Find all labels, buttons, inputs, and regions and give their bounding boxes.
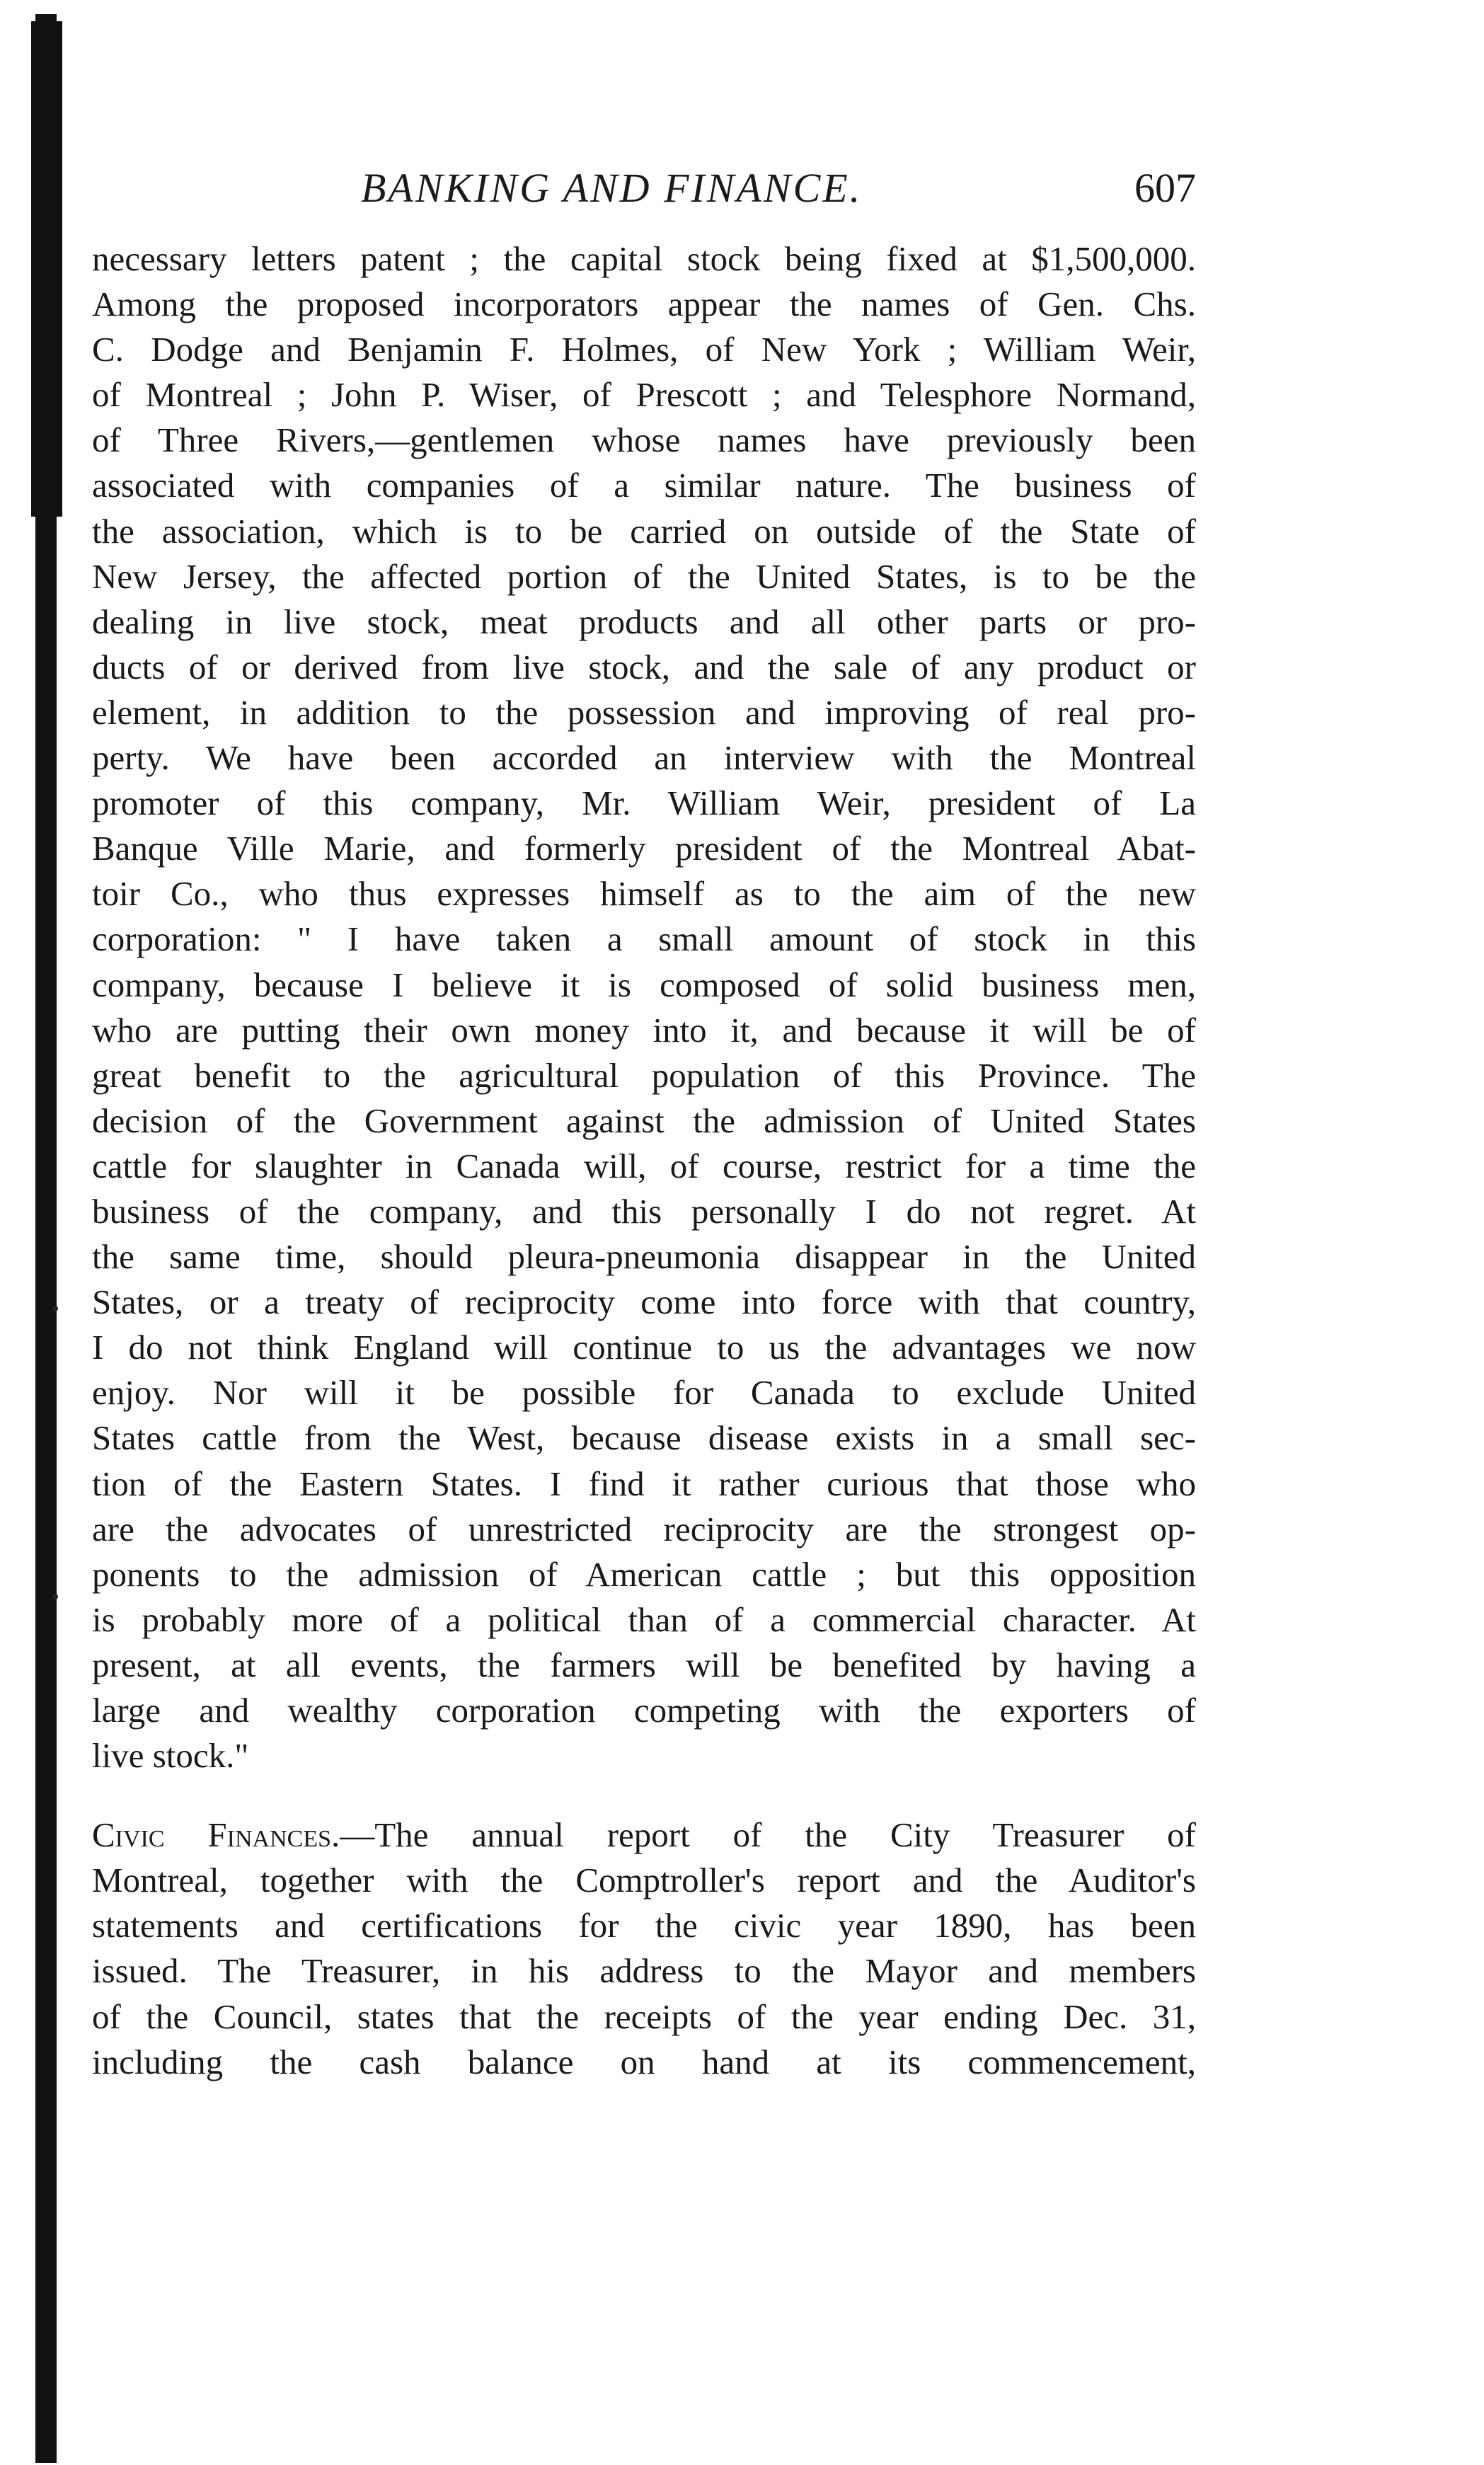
text-line: corporation: " I have taken a small amount of stock in this <box>92 919 1196 959</box>
section-heading: Civic Finances. <box>92 1815 340 1855</box>
text-line: C. Dodge and Benjamin F. Holmes, of New York ; William Weir, <box>92 330 1196 369</box>
text-line: present, at all events, the farmers will be benefited by having a <box>92 1645 1196 1684</box>
text-line: large and wealthy corporation competing with the exporters of <box>92 1691 1196 1730</box>
paragraph-gap <box>92 1779 1196 1812</box>
text-line: element, in addition to the possession and improving of real pro- <box>92 692 1196 732</box>
text-line: the same time, should pleura-pneumonia disappear in the United <box>92 1237 1196 1277</box>
scan-speck <box>52 1594 58 1599</box>
text-line: Montreal, together with the Comptroller's report and the Auditor's <box>92 1861 1196 1900</box>
text-line: perty. We have been accorded an interview with the Montreal <box>92 738 1196 778</box>
text-line: who are putting their own money into it, and because it will be of <box>92 1010 1196 1050</box>
text-line <box>92 1812 1196 1858</box>
page-header <box>92 160 1196 217</box>
text-line: Banque Ville Marie, and formerly president of the Montreal Abat- <box>92 829 1196 868</box>
text-line: ducts of or derived from live stock, and the sale of any product or <box>92 647 1196 686</box>
paragraph-civic-finances <box>92 1812 1196 2085</box>
text-line: promoter of this company, Mr. William Weir, president of La <box>92 783 1196 823</box>
text-line: States, or a treaty of reciprocity come into force with that country, <box>92 1282 1196 1322</box>
text-line: company, because I believe it is composed of solid business men, <box>92 965 1196 1004</box>
text-line: is probably more of a political than of a commercial character. At <box>92 1599 1196 1639</box>
binding-edge-upper <box>31 21 62 517</box>
text-line: decision of the Government against the admission of United States <box>92 1101 1196 1140</box>
text-line: of Montreal ; John P. Wiser, of Prescott ; and Telesphore Normand, <box>92 375 1196 415</box>
paragraph-livestock <box>92 236 1196 1779</box>
text-line: Among the proposed incorporators appear the names of Gen. Chs. <box>92 285 1196 324</box>
body-text <box>92 236 1196 2085</box>
text-line: enjoy. Nor will it be possible for Canada to exclude United <box>92 1373 1196 1413</box>
text-line: of Three Rivers,—gentlemen whose names have previously been <box>92 420 1196 460</box>
text-line: are the advocates of unrestricted reciprocity are the strongest op- <box>92 1509 1196 1548</box>
page-number: 607 <box>1134 165 1196 211</box>
text-line: tion of the Eastern States. I find it rather curious that those who <box>92 1464 1196 1503</box>
text-line: issued. The Treasurer, in his address to the Mayor and members <box>92 1951 1196 1991</box>
text-line: live stock." <box>92 1736 249 1776</box>
text-line: business of the company, and this personally I do not regret. At <box>92 1191 1196 1231</box>
text-line: States cattle from the West, because disease exists in a small sec- <box>92 1418 1196 1458</box>
text-line: dealing in live stock, meat products and all other parts or pro- <box>92 602 1196 641</box>
text-line: associated with companies of a similar nature. The business of <box>92 466 1196 505</box>
text-line: cattle for slaughter in Canada will, of course, restrict for a time the <box>92 1146 1196 1185</box>
text-line: toir Co., who thus expresses himself as to the aim of the new <box>92 874 1196 914</box>
text-line: I do not think England will continue to us the advantages we now <box>92 1328 1196 1367</box>
heading-line-rest: —The annual report of the City Treasurer of <box>340 1815 1196 1855</box>
text-line: statements and certifications for the civic year 1890, has been <box>92 1906 1196 1946</box>
text-line: of the Council, states that the receipts of the year ending Dec. 31, <box>92 1996 1196 2036</box>
text-line: great benefit to the agricultural population of this Province. The <box>92 1055 1196 1095</box>
text-line: including the cash balance on hand at its commencement, <box>92 2042 1196 2081</box>
text-line: the association, which is to be carried on outside of the State of <box>92 511 1196 551</box>
scan-speck <box>52 1306 58 1311</box>
running-title: BANKING AND FINANCE. <box>361 165 863 211</box>
text-line: necessary letters patent ; the capital stock being fixed at $1,500,000. <box>92 239 1196 278</box>
text-line: ponents to the admission of American cattle ; but this opposition <box>92 1554 1196 1594</box>
text-line: New Jersey, the affected portion of the United States, is to be the <box>92 556 1196 596</box>
